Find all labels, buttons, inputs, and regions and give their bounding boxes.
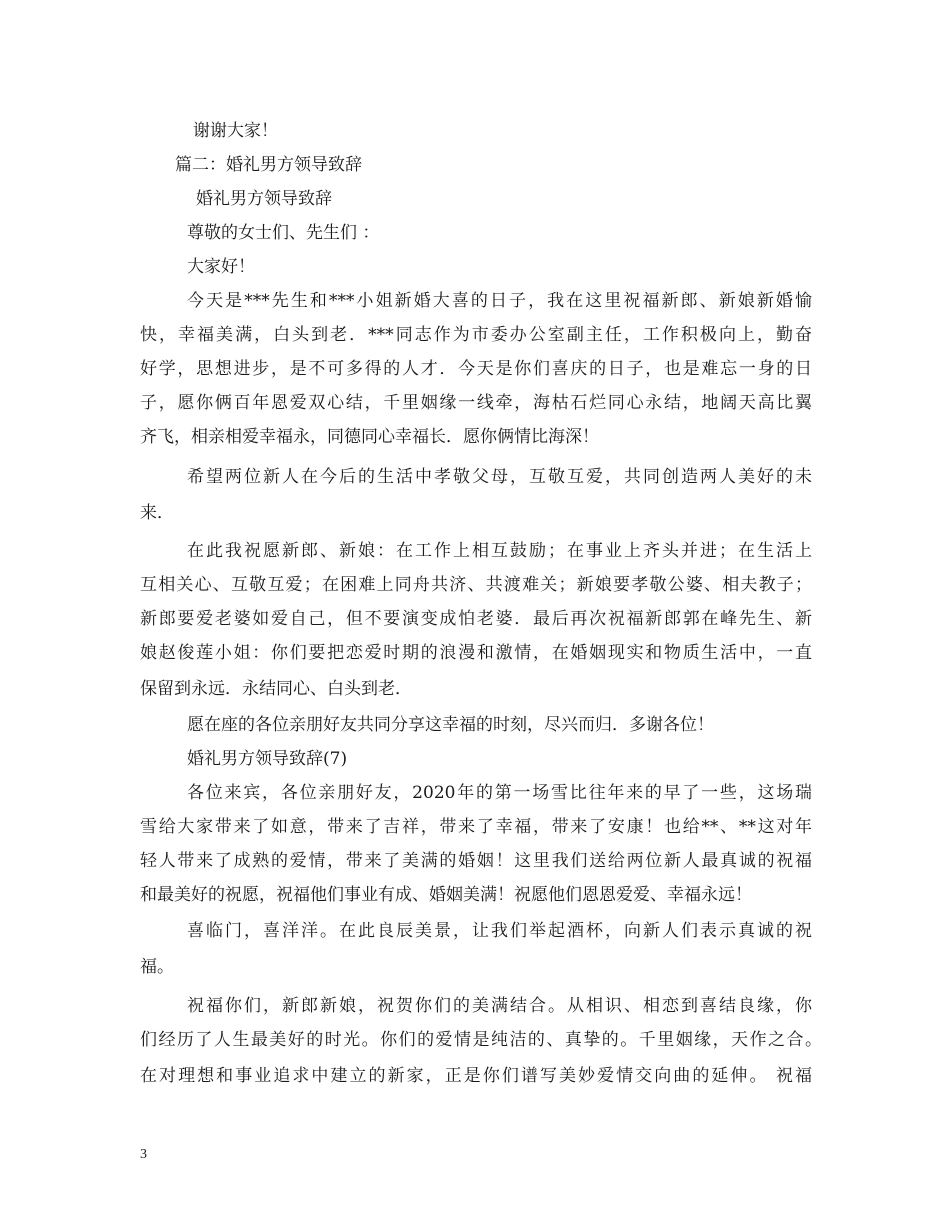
paragraph-line: 轻人带来了成熟的爱情，带来了美满的婚姻！这里我们送给两位新人最真诚的祝福 xyxy=(140,851,812,871)
paragraph-line: 今天是***先生和***小姐新婚大喜的日子，我在这里祝福新郎、新娘新婚愉 xyxy=(187,291,812,311)
paragraph-line: 各位来宾，各位亲朋好友，2020年的第一场雪比往年来的早了一些，这场瑞 xyxy=(187,783,812,803)
page-number: 3 xyxy=(140,1147,147,1162)
paragraph-line: 希望两位新人在今后的生活中孝敬父母，互敬互爱，共同创造两人美好的未 xyxy=(187,467,812,487)
paragraph-line: 齐飞，相亲相爱幸福永，同德同心幸福长．愿你俩情比海深！ xyxy=(140,427,599,447)
paragraph-line: 祝福你们，新郎新娘，祝贺你们的美满结合。从相识、相恋到喜结良缘，你 xyxy=(187,996,812,1016)
paragraph-line: 愿在座的各位亲朋好友共同分享这幸福的时刻，尽兴而归．多谢各位！ xyxy=(187,715,714,735)
subsection-title: 婚礼男方领导致辞(7) xyxy=(187,749,348,769)
paragraph-line: 互相关心、互敬互爱；在困难上同舟共济、共渡难关；新娘要孝敬公婆、相夫教子； xyxy=(140,575,812,595)
paragraph-line: 福。 xyxy=(140,957,174,977)
paragraph-line: 在对理想和事业追求中建立的新家，正是你们谱写美妙爱情交向曲的延伸。 祝福 xyxy=(140,1066,812,1086)
paragraph-line: 和最美好的祝愿，祝福他们事业有成、婚姻美满！祝愿他们恩恩爱爱、幸福永远！ xyxy=(140,885,752,905)
paragraph-line: 好学，思想进步，是不可多得的人才．今天是你们喜庆的日子，也是难忘一身的日 xyxy=(140,359,812,379)
section-heading: 篇二：婚礼男方领导致辞 xyxy=(175,155,362,175)
paragraph-line: 喜临门，喜洋洋。在此良辰美景，让我们举起酒杯，向新人们表示真诚的祝 xyxy=(187,921,812,941)
salutation: 尊敬的女士们、先生们 ： xyxy=(187,223,380,243)
closing-thanks: 谢谢大家！ xyxy=(193,121,278,141)
paragraph-line: 雪给大家带来了如意，带来了吉祥，带来了幸福，带来了安康！也给**、**这对年 xyxy=(140,817,812,837)
paragraph-line: 新郎要爱老婆如爱自己，但不要演变成怕老婆．最后再次祝福新郎郭在峰先生、新 xyxy=(140,609,812,629)
speech-title: 婚礼男方领导致辞 xyxy=(196,189,332,209)
paragraph-line: 娘赵俊莲小姐：你们要把恋爱时期的浪漫和激情，在婚姻现实和物质生活中，一直 xyxy=(140,643,812,663)
greeting: 大家好！ xyxy=(187,257,255,277)
paragraph-line: 保留到永远．永结同心、白头到老． xyxy=(140,679,412,699)
paragraph-line: 快，幸福美满，白头到老．***同志作为市委办公室副主任，工作积极向上，勤奋 xyxy=(140,325,812,345)
paragraph-line: 在此我祝愿新郎、新娘：在工作上相互鼓励；在事业上齐头并进；在生活上 xyxy=(187,541,812,561)
paragraph-line: 子，愿你俩百年恩爱双心结，千里姻缘一线牵，海枯石烂同心永结，地阔天高比翼 xyxy=(140,393,812,413)
paragraph-line: 来． xyxy=(140,503,174,523)
paragraph-line: 们经历了人生最美好的时光。你们的爱情是纯洁的、真挚的。千里姻缘，天作之合。 xyxy=(140,1030,822,1050)
